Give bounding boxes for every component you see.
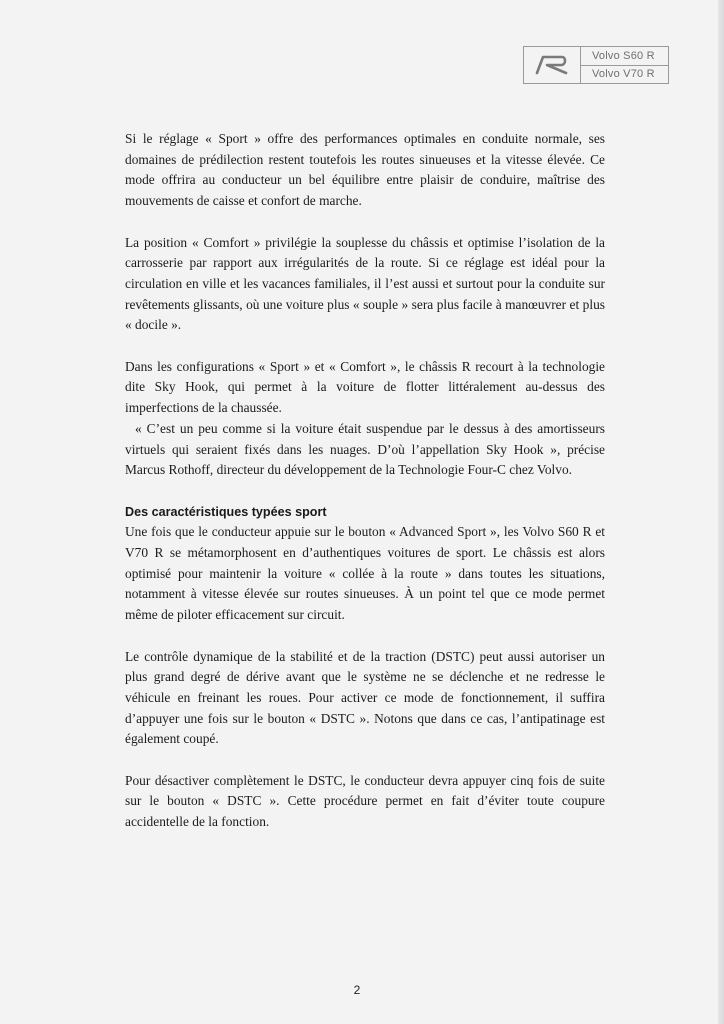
model-name-v70: Volvo V70 R: [581, 65, 668, 84]
paragraph-dstc: Le contrôle dynamique de la stabilité et de la traction (DSTC) peut aussi autoriser un plus grand degré de dérive avant que le système ne se déclenche et ne redresse le véhicule en freinant les roues. Pour activer ce mode de fonctionnement, il suffira d’appuyer une fois sur le bouton « DSTC ». Notons que dans ce cas, l’antipatinage est également coupé.: [125, 648, 605, 747]
paragraph-quote: « C’est un peu comme si la voiture était suspendue par le dessus à des amortisseurs virtuels qui seraient fixés dans les nuages. D’où l’appellation Sky Hook », précise Marcus Rothoff, directeur du développement de la Technologie Four-C chez Volvo.: [125, 420, 605, 478]
page-edge: [718, 0, 724, 1024]
model-name-s60: Volvo S60 R: [592, 49, 655, 62]
r-logo-icon: [535, 55, 569, 75]
paragraph-comfort: La position « Comfort » privilégie la souplesse du châssis et optimise l’isolation de la carrosserie par rapport aux irrégularités de la route. Si ce réglage est idéal pour la circulation en ville et les vacances familiales, il l’est aussi et surtout pour la conduite sur revêtements glissants, où une voiture plus « souple » sera plus facile à manœuvrer et plus « docile ».: [125, 234, 605, 333]
paragraph-sport: Si le réglage « Sport » offre des performances optimales en conduite normale, ses domaines de prédilection restent toutefois les routes sinueuses et la vitesse élevée. Ce mode offrira au conducteur un bel équilibre entre plaisir de conduire, maîtrise des mouvements de caisse et confort de marche.: [125, 131, 605, 209]
article-body: [125, 129, 605, 833]
logo-cell: [524, 47, 581, 83]
paragraph-dstc-off: Pour désactiver complètement le DSTC, le conducteur devra appuyer cinq fois de suite sur le bouton « DSTC ». Cette procédure permet en fait d’éviter toute coupure accidentelle de la fonction.: [125, 772, 605, 830]
paragraph-advanced-sport: Une fois que le conducteur appuie sur le bouton « Advanced Sport », les Volvo S60 R et V70 R se métamorphosent en d’authentiques voitures de sport. Le châssis est alors optimisé pour maintenir la voiture « collée à la route » dans toutes les situations, notamment à vitesse élevée sur routes sinueuses. À un point tel que ce mode permet même de piloter efficacement sur circuit.: [125, 524, 605, 623]
page-number: 2: [353, 983, 361, 997]
section-heading: Des caractéristiques typées sport: [125, 504, 327, 519]
paragraph-sky-hook: Dans les configurations « Sport » et « Comfort », le châssis R recourt à la technologie dite Sky Hook, qui permet à la voiture de flotter littéralement au-dessus des imperfections de la chaussée.: [125, 358, 605, 416]
model-list: [581, 47, 668, 83]
model-header: [523, 46, 669, 84]
